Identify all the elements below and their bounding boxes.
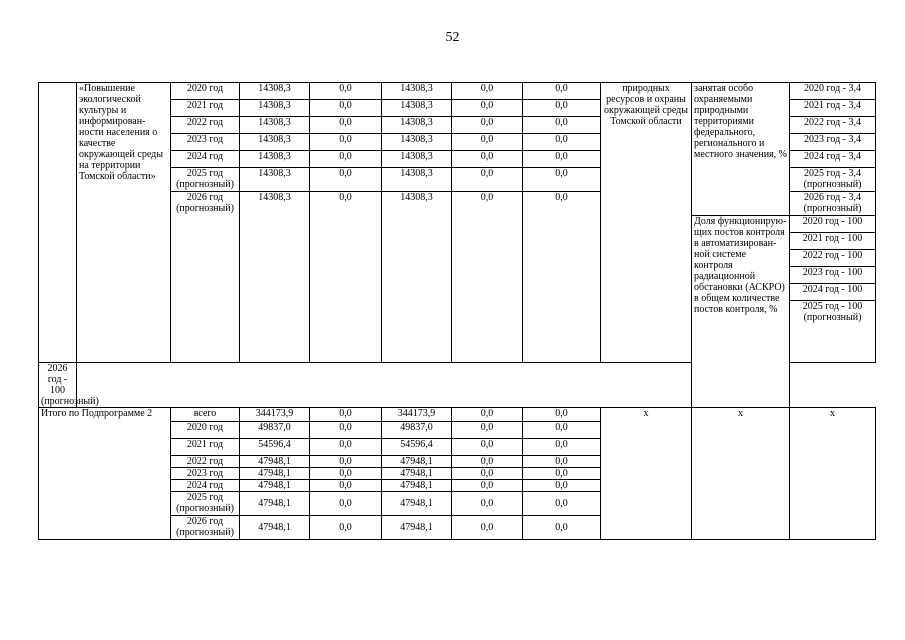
value-cell: 0,0 xyxy=(310,516,382,540)
indicator-value: 2025 год - 100 (прогнозный) xyxy=(790,301,876,363)
value-cell: 0,0 xyxy=(310,456,382,468)
indicator-value: 2021 год - 3,4 xyxy=(790,100,876,117)
value-cell: 0,0 xyxy=(452,134,523,151)
year-cell: 2025 год (прогнозный) xyxy=(171,168,240,192)
value-cell: 0,0 xyxy=(523,151,601,168)
value-cell: 0,0 xyxy=(452,100,523,117)
year-cell: 2020 год xyxy=(171,422,240,439)
year-cell: всего xyxy=(171,408,240,422)
value-cell: 344173,9 xyxy=(382,408,452,422)
value-cell: 14308,3 xyxy=(382,100,452,117)
total-cell: 47948,1 xyxy=(240,492,310,516)
x-cell: x xyxy=(790,408,876,540)
page-number: 52 xyxy=(445,30,460,45)
value-cell: 0,0 xyxy=(523,480,601,492)
value-cell: 0,0 xyxy=(310,480,382,492)
indicator-value: 2026 год - 100 (прогнозный) xyxy=(39,363,77,408)
total-cell: 47948,1 xyxy=(240,468,310,480)
value-cell: 14308,3 xyxy=(382,83,452,100)
value-cell: 0,0 xyxy=(310,168,382,192)
year-cell: 2023 год xyxy=(171,468,240,480)
year-cell: 2024 год xyxy=(171,480,240,492)
value-cell: 0,0 xyxy=(523,192,601,363)
total-cell: 47948,1 xyxy=(240,480,310,492)
indicator-value: 2024 год - 3,4 xyxy=(790,151,876,168)
value-cell: 0,0 xyxy=(310,192,382,363)
indicator-value: 2023 год - 100 xyxy=(790,267,876,284)
value-cell: 0,0 xyxy=(310,439,382,456)
value-cell: 0,0 xyxy=(452,439,523,456)
value-cell: 0,0 xyxy=(310,492,382,516)
value-cell: 0,0 xyxy=(452,192,523,363)
value-cell: 0,0 xyxy=(452,117,523,134)
total-cell: 14308,3 xyxy=(240,151,310,168)
value-cell: 0,0 xyxy=(310,134,382,151)
value-cell: 47948,1 xyxy=(382,492,452,516)
year-cell: 2023 год xyxy=(171,134,240,151)
year-cell: 2022 год xyxy=(171,456,240,468)
value-cell: 0,0 xyxy=(452,480,523,492)
total-cell: 14308,3 xyxy=(240,83,310,100)
value-cell: 0,0 xyxy=(310,117,382,134)
total-cell: 54596,4 xyxy=(240,439,310,456)
blank-cell xyxy=(39,83,77,363)
value-cell: 0,0 xyxy=(310,83,382,100)
indicator-value: 2026 год - 3,4 (прогнозный) xyxy=(790,192,876,216)
indicator-value: 2024 год - 100 xyxy=(790,284,876,301)
table-row xyxy=(39,83,876,100)
indicator-name: занятая особо охраняемыми природными территориями федерального, регионального и местного значения, % xyxy=(692,83,790,216)
value-cell: 14308,3 xyxy=(382,117,452,134)
value-cell: 0,0 xyxy=(523,422,601,439)
value-cell: 0,0 xyxy=(523,468,601,480)
indicator-value: 2022 год - 100 xyxy=(790,250,876,267)
x-cell: x xyxy=(692,408,790,540)
x-cell: x xyxy=(601,408,692,540)
subprogram-total-title: Итого по Подпрограмме 2 xyxy=(39,408,171,540)
value-cell: 0,0 xyxy=(452,456,523,468)
value-cell: 0,0 xyxy=(452,468,523,480)
year-cell: 2026 год (прогнозный) xyxy=(171,192,240,363)
value-cell: 14308,3 xyxy=(382,192,452,363)
value-cell: 0,0 xyxy=(452,422,523,439)
total-cell: 344173,9 xyxy=(240,408,310,422)
value-cell: 0,0 xyxy=(523,168,601,192)
year-cell: 2022 год xyxy=(171,117,240,134)
value-cell: 0,0 xyxy=(523,439,601,456)
value-cell: 0,0 xyxy=(523,492,601,516)
indicator-value: 2025 год - 3,4 (прогнозный) xyxy=(790,168,876,192)
value-cell: 0,0 xyxy=(523,83,601,100)
measure-title: «Повышение экологической культуры и информирован-ности населения о качестве окружающей среды на территории Томской области» xyxy=(77,83,171,363)
executor-cell: природных ресурсов и охраны окружающей среды Томской области xyxy=(601,83,692,363)
value-cell: 0,0 xyxy=(523,134,601,151)
value-cell: 0,0 xyxy=(452,492,523,516)
value-cell: 0,0 xyxy=(310,408,382,422)
value-cell: 0,0 xyxy=(452,83,523,100)
year-cell: 2020 год xyxy=(171,83,240,100)
year-cell: 2026 год (прогнозный) xyxy=(171,516,240,540)
indicator-name: Доля функционирую-щих постов контроля в автоматизирован-ной системе контроля радиационной обстановки (АСКРО) в общем количестве постов контроля, % xyxy=(692,216,790,408)
value-cell: 0,0 xyxy=(523,456,601,468)
indicator-value: 2020 год - 100 xyxy=(790,216,876,233)
value-cell: 0,0 xyxy=(310,422,382,439)
value-cell: 0,0 xyxy=(452,168,523,192)
value-cell: 0,0 xyxy=(523,100,601,117)
value-cell: 14308,3 xyxy=(382,168,452,192)
value-cell: 0,0 xyxy=(523,408,601,422)
table-row xyxy=(39,408,876,422)
program-table xyxy=(38,82,876,540)
total-cell: 47948,1 xyxy=(240,456,310,468)
value-cell: 0,0 xyxy=(452,408,523,422)
indicator-value: 2023 год - 3,4 xyxy=(790,134,876,151)
indicator-value: 2021 год - 100 xyxy=(790,233,876,250)
value-cell: 0,0 xyxy=(523,516,601,540)
value-cell: 47948,1 xyxy=(382,456,452,468)
year-cell: 2025 год (прогнозный) xyxy=(171,492,240,516)
value-cell: 0,0 xyxy=(310,100,382,117)
total-cell: 14308,3 xyxy=(240,100,310,117)
total-cell: 14308,3 xyxy=(240,192,310,363)
indicator-value: 2020 год - 3,4 xyxy=(790,83,876,100)
value-cell: 47948,1 xyxy=(382,516,452,540)
indicator-value: 2022 год - 3,4 xyxy=(790,117,876,134)
value-cell: 0,0 xyxy=(310,151,382,168)
value-cell: 0,0 xyxy=(310,468,382,480)
value-cell: 0,0 xyxy=(523,117,601,134)
total-cell: 47948,1 xyxy=(240,516,310,540)
value-cell: 47948,1 xyxy=(382,480,452,492)
value-cell: 0,0 xyxy=(452,516,523,540)
value-cell: 0,0 xyxy=(452,151,523,168)
total-cell: 14308,3 xyxy=(240,117,310,134)
year-cell: 2021 год xyxy=(171,100,240,117)
value-cell: 14308,3 xyxy=(382,151,452,168)
total-cell: 14308,3 xyxy=(240,168,310,192)
total-cell: 14308,3 xyxy=(240,134,310,151)
value-cell: 47948,1 xyxy=(382,468,452,480)
year-cell: 2024 год xyxy=(171,151,240,168)
year-cell: 2021 год xyxy=(171,439,240,456)
value-cell: 14308,3 xyxy=(382,134,452,151)
value-cell: 49837,0 xyxy=(382,422,452,439)
value-cell: 54596,4 xyxy=(382,439,452,456)
total-cell: 49837,0 xyxy=(240,422,310,439)
